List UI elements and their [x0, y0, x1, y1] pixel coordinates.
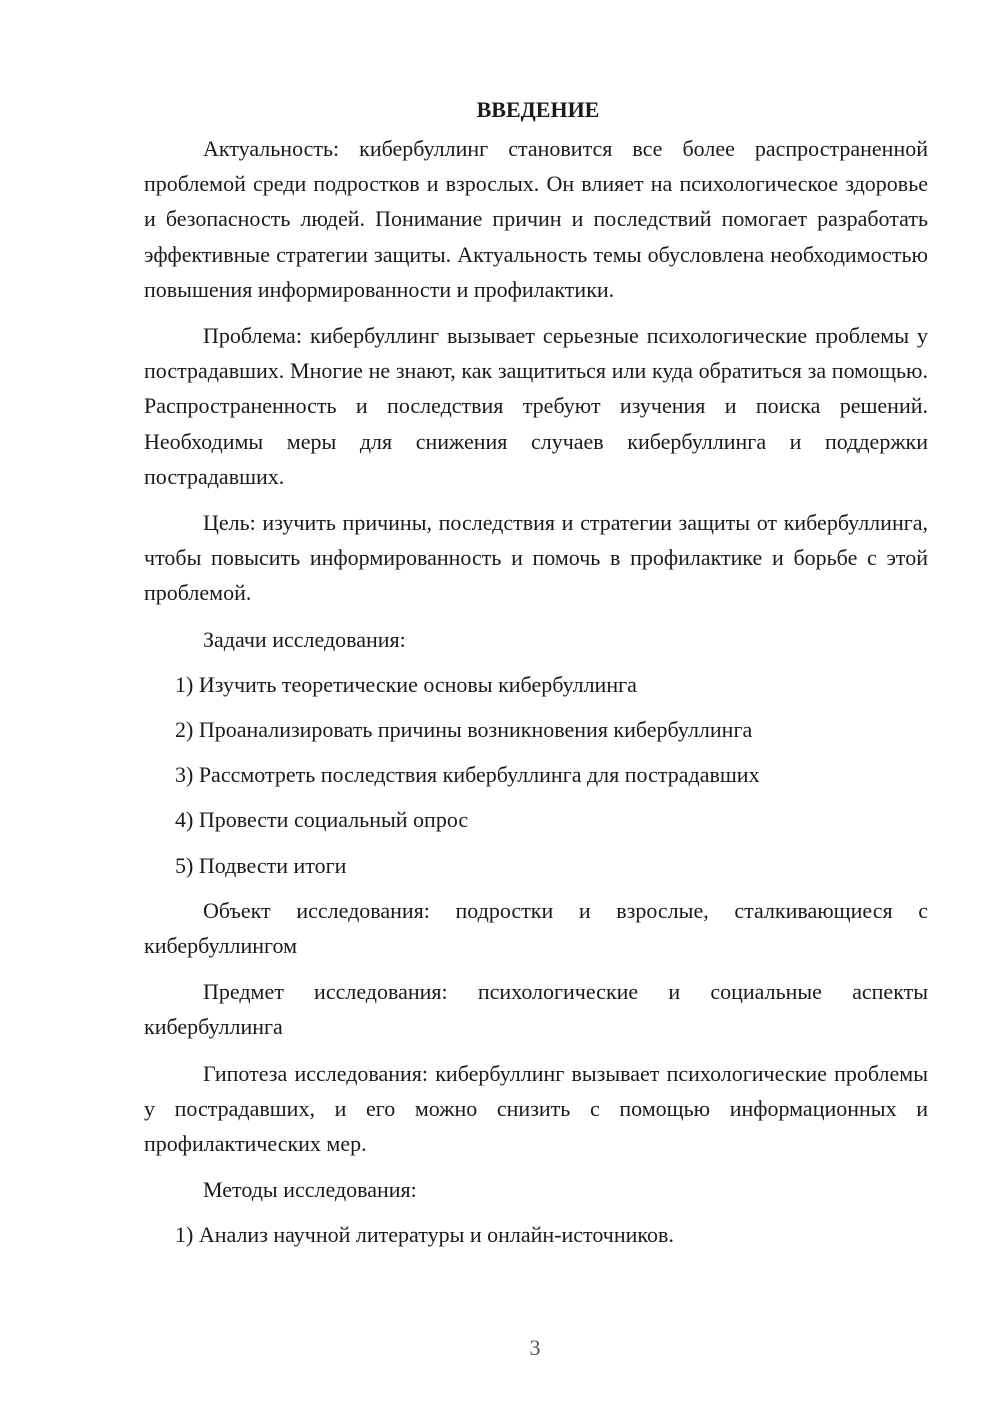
task-item: 4) Провести социальный опрос — [175, 807, 469, 833]
task-item: 5) Подвести итоги — [175, 852, 347, 878]
tasks-heading: Задачи исследования: — [203, 626, 406, 652]
task-item: 3) Рассмотреть последствия кибербуллинга для пострадавших — [175, 762, 760, 788]
task-item: 2) Проанализировать причины возникновения кибербуллинга — [175, 717, 753, 743]
problem-paragraph: Проблема: кибербуллинг вызывает серьезные психологические проблемы у пострадавших. Многие не знают, как защититься или куда обратиться за помощью. Распространенность и последствия требуют изучения и поиска решений. Необходимы меры для снижения случаев кибербуллинга и поддержки пострадавших. — [144, 323, 928, 489]
relevance-paragraph: Актуальность: кибербуллинг становится все более распространенной проблемой среди подростков и взрослых. Он влияет на психологическое здоровье и безопасность людей. Понимание причин и последствий помогает разработать эффективные стратегии защиты. Актуальность темы обусловлена необходимостью повышения информированности и профилактики. — [144, 136, 928, 302]
object-paragraph: Объект исследования: подростки и взрослые, сталкивающиеся с кибербуллингом — [144, 897, 928, 959]
method-item: 1) Анализ научной литературы и онлайн-источников. — [175, 1222, 674, 1248]
methods-heading: Методы исследования: — [203, 1177, 417, 1203]
goal-paragraph: Цель: изучить причины, последствия и стратегии защиты от кибербуллинга, чтобы повысить информированность и помочь в профилактике и борьбе с этой проблемой. — [144, 510, 928, 606]
hypothesis-paragraph: Гипотеза исследования: кибербуллинг вызывает психологические проблемы у пострадавших, и его можно снизить с помощью информационных и профилактических мер. — [144, 1060, 928, 1157]
subject-paragraph: Предмет исследования: психологические и социальные аспекты кибербуллинга — [144, 979, 928, 1040]
section-title: ВВЕДЕНИЕ — [476, 97, 600, 122]
task-item: 1) Изучить теоретические основы кибербуллинга — [175, 671, 637, 697]
document-body — [144, 92, 928, 1263]
page-number: 3 — [529, 1335, 541, 1360]
